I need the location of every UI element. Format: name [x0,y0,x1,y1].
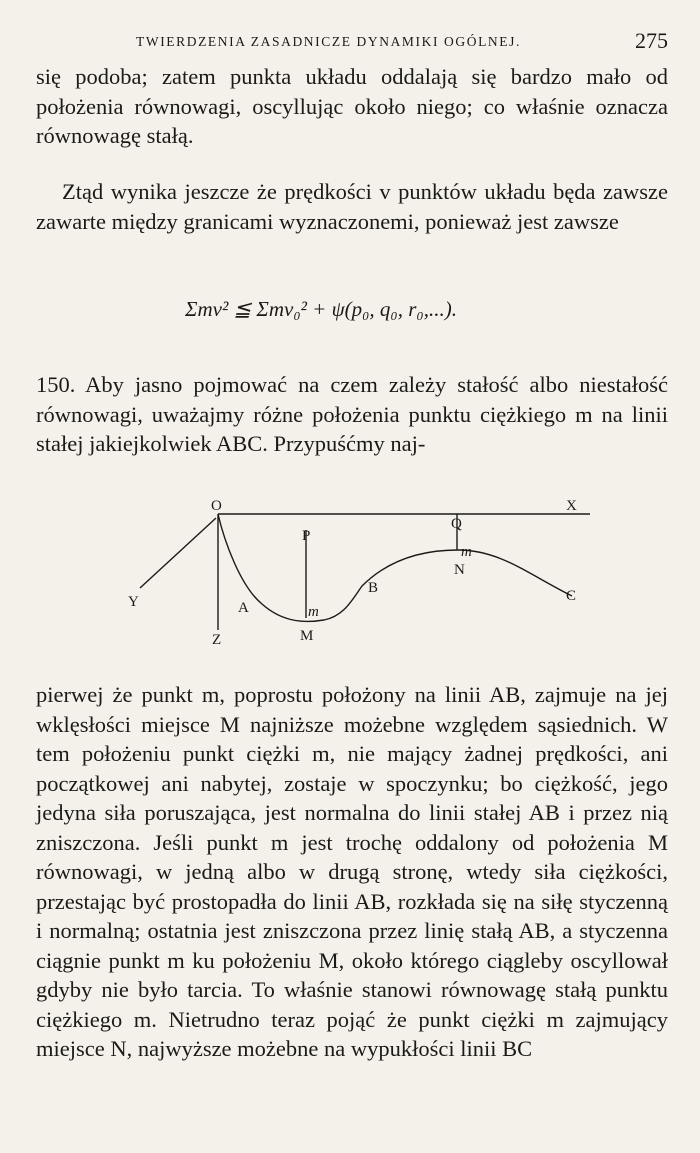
label-m-lower: m [308,604,319,620]
page-number: 275 [635,28,668,53]
label-O: O [211,498,222,514]
inequality-formula: Σmv² ≦ Σmv₀² + ψ(p₀, q₀, r₀,...). [185,297,457,321]
paragraph-2: Ztąd wynika jeszcze że prędkości v punktów układu będa zawsze zawarte między granicami wyznaczonemi, ponieważ jest zawsze [36,179,668,234]
label-P: P [302,528,311,544]
label-M: M [300,628,314,644]
label-Q: Q [451,516,462,532]
label-A: A [238,600,249,616]
label-C: C [566,588,577,604]
running-head: TWIERDZENIA ZASADNICZE DYNAMIKI OGÓLNEJ. [136,34,521,49]
label-N: N [454,562,465,578]
label-Z: Z [212,632,222,648]
page-header [36,28,670,56]
label-m-upper: m [461,544,472,560]
label-B: B [368,580,379,596]
label-Y: Y [128,594,139,610]
paragraph-150: 150. Aby jasno pojmować na czem zależy stałość albo niestałość równowagi, uważajmy różne położenia punktu ciężkiego m na linii stałej jakiejkolwiek ABC. Przypuśćmy naj- [36,372,668,456]
label-X: X [566,498,577,514]
paragraph-1: się podoba; zatem punkta układu oddalają się bardzo mało od położenia równowagi, oscyllując około niego; co właśnie oznacza równowagę stałą. [36,64,668,148]
paragraph-4: pierwej że punkt m, poprostu położony na linii AB, zajmuje na jej wklęsłości miejsce M najniższe możebne względem sąsiednich. W tem położeniu punkt ciężki m, nie mający żadnej prędkości, ani początkowej ani nabytej, zostaje w spoczynku; bo ciężkość, jego jedyna siła poruszająca, jest normalna do linii stałej AB i przez nią zniszczona. Jeśli punkt m jest trochę oddalony od położenia M równowagi, w jedną albo w drugą stronę, wtedy siła ciężkości, przestając być prostopadła do linii AB, rozkłada się na siłę styczenną i normalną; ostatnia jest zniszczona przez linię stałą AB, a styczenna ciągnie punkt m ku położeniu M, około którego ciągleby oscyllował gdyby nie było tarcia. To właśnie stanowi równowagę stałą punktu ciężkiego m. Nietrudno teraz pojąć że punkt ciężki m zajmujący miejsce N, najwyższe możebne na wypukłości linii BC [36,682,668,1061]
curve-diagram [100,490,600,650]
